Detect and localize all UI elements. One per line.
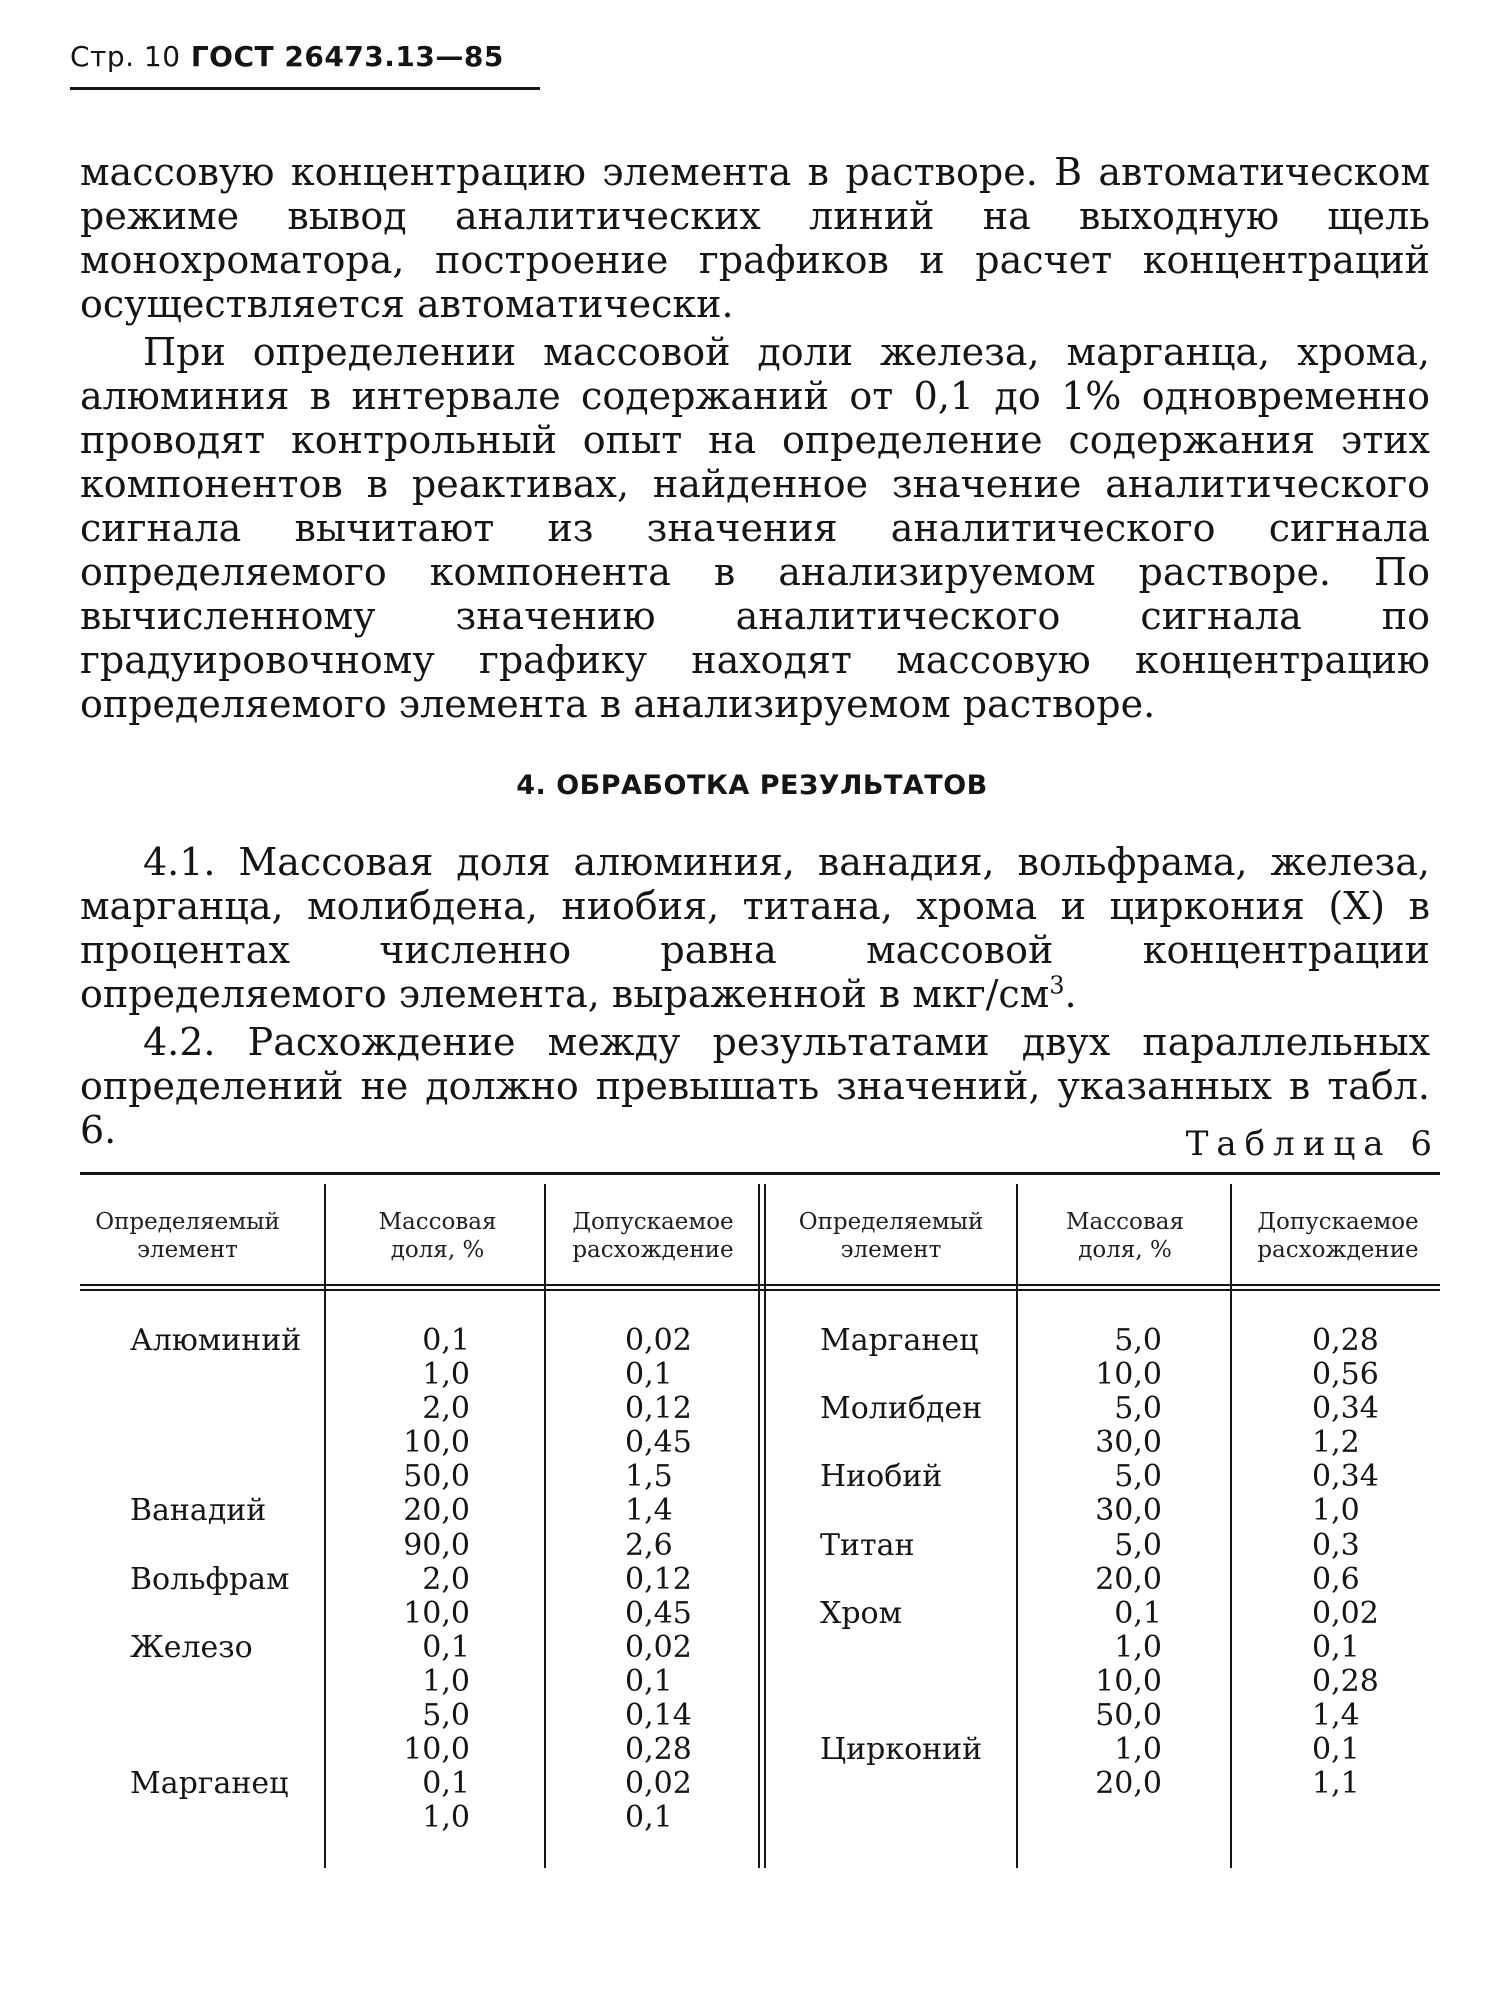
table-cell xyxy=(130,1801,320,1835)
table-cell: 0,3 xyxy=(1312,1527,1360,1563)
table-cell: 5,0 xyxy=(1114,1391,1162,1427)
table-cell: 5,0 xyxy=(1114,1459,1162,1495)
table-cell: 0,1 xyxy=(422,1766,470,1802)
table-cell: 0,1 xyxy=(1312,1732,1360,1768)
table-cell: 0,12 xyxy=(625,1561,692,1597)
table-cell: Марганец xyxy=(130,1766,289,1802)
table-cell: 0,1 xyxy=(422,1323,470,1358)
table-cell: 5,0 xyxy=(1114,1323,1162,1358)
table-cell: 1,0 xyxy=(1114,1629,1162,1665)
table-cell: 50,0 xyxy=(403,1459,470,1495)
table-cell: 20,0 xyxy=(1095,1766,1162,1802)
table-cell: 1,0 xyxy=(1114,1732,1162,1768)
table-cell: 0,1 xyxy=(1114,1595,1162,1631)
table-cell: Титан xyxy=(820,1527,915,1563)
header-fraction-1: Массовая доля, % xyxy=(378,1209,497,1263)
table-cell: 0,34 xyxy=(1312,1459,1379,1495)
right-element-column xyxy=(820,1324,1010,1801)
intro-paragraph-1: массовую концентрацию элемента в растворе. В автоматическом режиме вывод аналитических линий на выходную щель монохроматора, построение графиков и расчет концентраций осуществляется автоматически. xyxy=(80,150,1430,326)
table-cell: 0,45 xyxy=(625,1595,692,1631)
table-cell: 20,0 xyxy=(403,1493,470,1529)
column-divider xyxy=(1230,1184,1232,1868)
table-cell: 1,0 xyxy=(422,1663,470,1699)
table-cell: 1,0 xyxy=(422,1800,470,1836)
column-divider xyxy=(324,1184,326,1868)
table-cell: Марганец xyxy=(820,1323,979,1358)
page-number: Стр. 10 xyxy=(70,40,181,73)
table-cell: 0,6 xyxy=(1312,1561,1360,1597)
table-cell: 5,0 xyxy=(422,1698,470,1734)
section-4-text xyxy=(80,840,1430,1156)
table-cell: 1,4 xyxy=(1312,1698,1360,1734)
header-tolerance-2: Допускаемое расхождение xyxy=(1257,1209,1419,1263)
table-cell: 0,56 xyxy=(1312,1357,1379,1393)
table-cell: 0,1 xyxy=(625,1663,673,1699)
table-cell: 20,0 xyxy=(1095,1561,1162,1597)
table-cell: 0,02 xyxy=(625,1323,692,1358)
table-cell: 1,0 xyxy=(422,1357,470,1393)
table-cell: Ниобий xyxy=(820,1459,943,1495)
clause-4-1-text: 4.1. Массовая доля алюминия, ванадия, вольфрама, железа, марганца, молибдена, ниобия, титана, хрома и циркония (X) в процентах численно равна массовой концентрации определяемого элемента, выраженной в мкг/см xyxy=(80,840,1430,1016)
table-cell: 0,02 xyxy=(625,1766,692,1802)
clause-4-2: 4.2. Расхождение между результатами двух параллельных определений не должно превышать значений, указанных в табл. 6. xyxy=(80,1020,1430,1152)
page-header xyxy=(70,40,540,90)
table-cell: 0,28 xyxy=(625,1732,692,1768)
table-6 xyxy=(80,1172,1440,1872)
column-divider xyxy=(544,1184,546,1868)
clause-4-1-end: . xyxy=(1064,972,1077,1016)
table-cell: 5,0 xyxy=(1114,1527,1162,1563)
table-cell xyxy=(130,1665,320,1699)
table-cell: 0,1 xyxy=(1312,1629,1360,1665)
header-fraction-2: Массовая доля, % xyxy=(1065,1209,1185,1263)
table-cell xyxy=(130,1392,320,1426)
intro-paragraph-2: При определении массовой доли железа, марганца, хрома, алюминия в интервале содержаний от 0,1 до 1% одновременно проводят контрольный опыт на определение содержания этих компонентов в реактивах, найденное значение аналитического сигнала вычитают из значения аналитического сигнала определяемого компонента в анализируемом растворе. По вычисленному значению аналитического сигнала по градуировочному графику находят массовую концентрацию определяемого элемента в анализируемом растворе. xyxy=(80,330,1430,726)
table-cell: 1,0 xyxy=(1312,1493,1360,1529)
column-divider xyxy=(1016,1184,1018,1868)
table-cell: 0,02 xyxy=(1312,1595,1379,1631)
table-cell: Молибден xyxy=(820,1391,983,1427)
table-cell: 0,28 xyxy=(1312,1323,1379,1358)
table-cell: 0,45 xyxy=(625,1425,692,1461)
table-cell xyxy=(820,1358,1010,1392)
intro-text xyxy=(80,150,1430,726)
table-cell xyxy=(130,1426,320,1460)
header-tolerance-1: Допускаемое расхождение xyxy=(572,1209,734,1263)
table-cell: 30,0 xyxy=(1095,1425,1162,1461)
table-cell: 10,0 xyxy=(403,1732,470,1768)
table-cell: 2,0 xyxy=(422,1561,470,1597)
table-cell xyxy=(820,1699,1010,1733)
table-cell: Цирконий xyxy=(820,1732,983,1768)
table-cell xyxy=(820,1767,1010,1801)
left-element-column xyxy=(130,1324,320,1835)
table-cell: Вольфрам xyxy=(130,1561,290,1597)
table-cell: 10,0 xyxy=(1095,1357,1162,1393)
table-cell: 0,02 xyxy=(625,1629,692,1665)
table-cell: Хром xyxy=(820,1595,902,1631)
table-cell: 0,1 xyxy=(625,1357,673,1393)
right-fraction-column xyxy=(1030,1324,1162,1801)
left-tolerance-column xyxy=(625,1324,745,1835)
table-cell xyxy=(820,1494,1010,1528)
table-cell: 10,0 xyxy=(403,1595,470,1631)
table-cell xyxy=(130,1597,320,1631)
table-cell: 1,4 xyxy=(625,1493,673,1529)
table-cell xyxy=(820,1563,1010,1597)
column-divider xyxy=(758,1184,760,1868)
table-cell xyxy=(130,1358,320,1392)
table-cell: 0,28 xyxy=(1312,1663,1379,1699)
section-title: 4. ОБРАБОТКА РЕЗУЛЬТАТОВ xyxy=(516,770,988,801)
table-cell: 90,0 xyxy=(403,1527,470,1563)
table-cell: 0,34 xyxy=(1312,1391,1379,1427)
left-fraction-column xyxy=(340,1324,470,1835)
table-cell xyxy=(820,1665,1010,1699)
table-cell: 0,12 xyxy=(625,1391,692,1427)
table-cell: Железо xyxy=(130,1629,253,1665)
right-tolerance-column xyxy=(1312,1324,1432,1801)
table-cell xyxy=(130,1529,320,1563)
table-cell: 0,1 xyxy=(625,1800,673,1836)
table-cell: 0,14 xyxy=(625,1698,692,1734)
table-cell: 0,1 xyxy=(422,1629,470,1665)
table-cell: Ванадий xyxy=(130,1493,267,1529)
table-cell xyxy=(130,1699,320,1733)
table-top-rule xyxy=(80,1172,1440,1175)
table-cell: 2,6 xyxy=(625,1527,673,1563)
table-header-rule-2 xyxy=(80,1289,1440,1291)
standard-code: ГОСТ 26473.13—85 xyxy=(190,40,504,73)
table-cell xyxy=(130,1733,320,1767)
table-cell: Алюминий xyxy=(130,1323,302,1358)
table-cell: 30,0 xyxy=(1095,1493,1162,1529)
table-cell xyxy=(130,1460,320,1494)
table-cell xyxy=(820,1426,1010,1460)
table-cell: 50,0 xyxy=(1095,1698,1162,1734)
table-header-rule-1 xyxy=(80,1284,1440,1286)
table-cell: 10,0 xyxy=(403,1425,470,1461)
table-cell: 1,5 xyxy=(625,1459,673,1495)
table-cell xyxy=(820,1631,1010,1665)
column-divider xyxy=(764,1184,766,1868)
table-label: Таблица 6 xyxy=(1185,1124,1440,1164)
header-element-1: Определяемый элемент xyxy=(95,1209,280,1263)
table-cell: 1,2 xyxy=(1312,1425,1360,1461)
header-element-2: Определяемый элемент xyxy=(798,1209,984,1263)
table-cell: 2,0 xyxy=(422,1391,470,1427)
clause-4-1 xyxy=(80,840,1430,1016)
clause-4-1-superscript: 3 xyxy=(1049,971,1065,1000)
table-cell: 1,1 xyxy=(1312,1766,1360,1802)
table-cell: 10,0 xyxy=(1095,1663,1162,1699)
